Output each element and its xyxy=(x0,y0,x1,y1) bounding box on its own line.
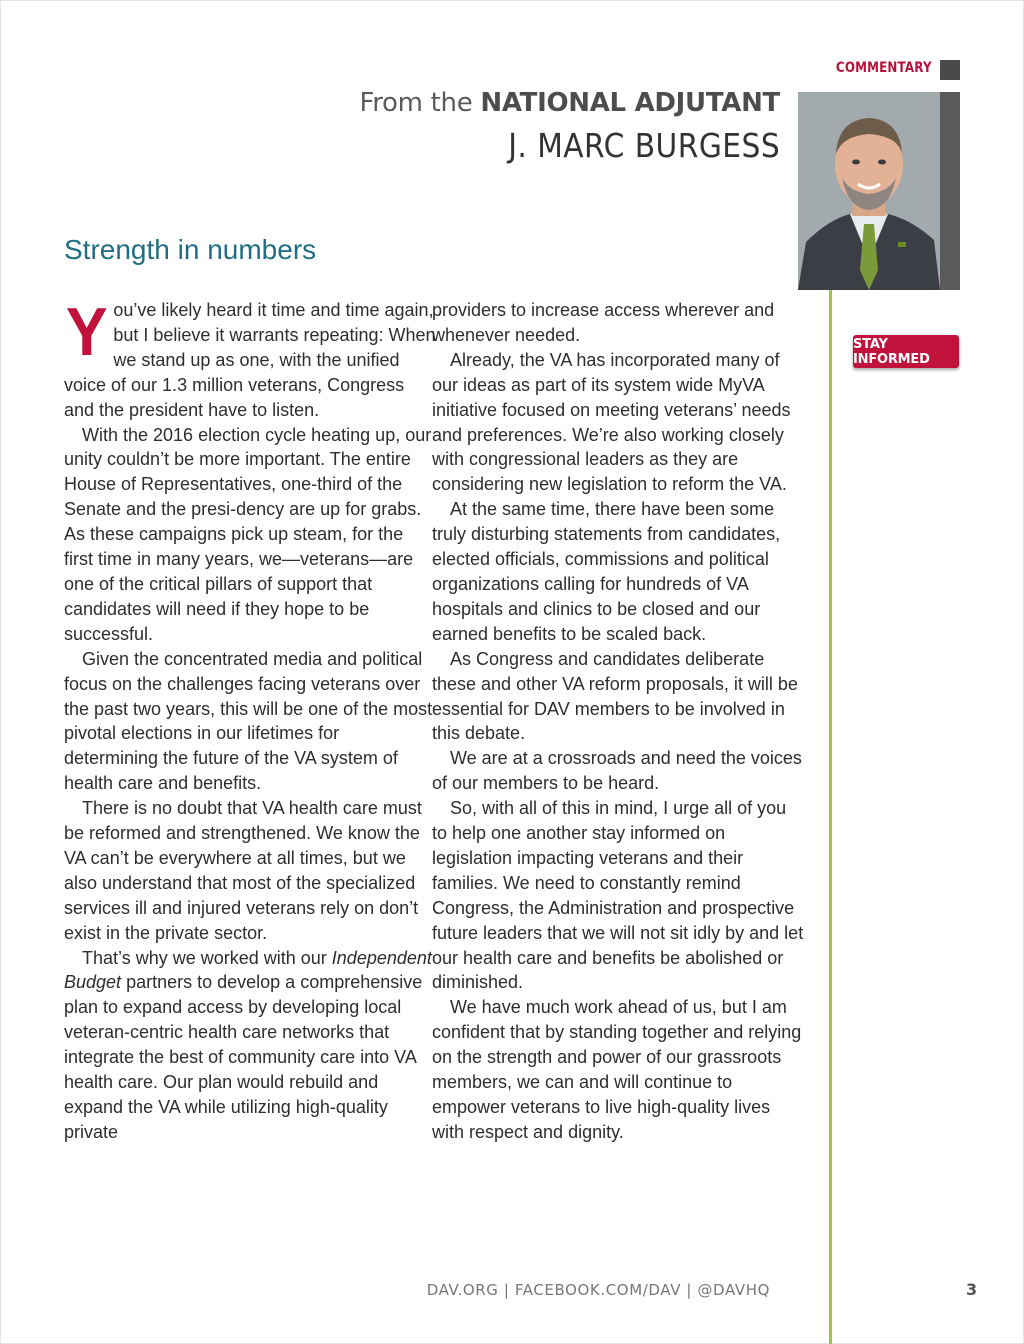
portrait-side-bar xyxy=(940,92,960,290)
author-portrait xyxy=(798,92,940,290)
author-name: J. MARC BURGESS xyxy=(508,126,780,165)
drop-cap: Y xyxy=(65,294,108,370)
paragraph: providers to increase access wherever and whenever needed. xyxy=(432,300,775,345)
publication-name: Independent Budget xyxy=(64,947,432,993)
paragraph: So, with all of this in mind, I urge all of you to help one another stay informed on legislation impacting veterans and their families. We need to constantly remind Congress, the Administration and prospective future leaders that we will not sit idly by and let our health care and benefits be abolished or diminished. xyxy=(432,798,804,993)
header-prefix: From the xyxy=(359,88,473,118)
paragraph xyxy=(64,294,436,423)
header-role: NATIONAL ADJUTANT xyxy=(480,88,780,118)
paragraph: As Congress and candidates deliberate these and other VA reform proposals, it will be essential for DAV members to be involved in this debate. xyxy=(432,648,798,744)
paragraph: Given the concentrated media and political focus on the challenges facing veterans over the past two years, this will be one of the most pivotal elections in our lifetimes for determining the future of the VA system of health care and benefits. xyxy=(64,648,433,794)
vertical-divider xyxy=(829,290,832,1344)
paragraph-text: partners to develop a comprehensive plan to expand access by developing local veteran-centric health care networks that integrate the best of community care into VA health care. Our plan would rebuild and expand the VA while utilizing high-quality private xyxy=(64,972,423,1142)
paragraph: We are at a crossroads and need the voices of our members to be heard. xyxy=(432,748,802,794)
article-title: Strength in numbers xyxy=(64,234,317,265)
article-column-left xyxy=(64,294,436,1145)
paragraph-text: That’s why we worked with our xyxy=(82,947,327,968)
paragraph: There is no doubt that VA health care must be reformed and strengthened. We know the VA can’t be everywhere at all times, but we also understand that most of the specialized services ill and injured veterans rely on don’t exist in the private sector. xyxy=(64,798,422,943)
paragraph xyxy=(64,946,436,1145)
article-column-right xyxy=(432,298,804,1145)
paragraph-text: ou’ve likely heard it time and time again, but I believe it warrants repeating: When we stand up as one, with the unified voice of our 1.3 million veterans, Congress and the president have to listen. xyxy=(64,300,436,420)
section-tag: COMMENTARY xyxy=(836,60,932,76)
footer-links[interactable]: DAV.ORG | FACEBOOK.COM/DAV | @DAVHQ xyxy=(426,1281,770,1299)
stay-informed-badge[interactable]: STAY INFORMED xyxy=(853,335,959,368)
section-tag-square xyxy=(940,60,960,80)
paragraph: We have much work ahead of us, but I am confident that by standing together and relying on the strength and power of our grassroots members, we can and will continue to empower veterans to live high-quality lives with respect and dignity. xyxy=(432,997,802,1142)
paragraph: Already, the VA has incorporated many of our ideas as part of its system wide MyVA initiative focused on meeting veterans’ needs and preferences. We’re also working closely with congressional leaders as they are considering new legislation to reform the VA. xyxy=(432,349,791,495)
portrait-illustration xyxy=(798,92,940,290)
paragraph: At the same time, there have been some truly disturbing statements from candidates, elected officials, commissions and political organizations calling for hundreds of VA hospitals and clinics to be closed and our earned benefits to be scaled back. xyxy=(432,499,781,644)
page-number: 3 xyxy=(966,1280,978,1299)
header-role-line xyxy=(359,88,780,118)
paragraph: With the 2016 election cycle heating up, our unity couldn’t be more important. The entire House of Representatives, one-third of the Senate and the presi-dency are up for grabs. As these campaigns pick up steam, for the first time in many years, we—veterans—are one of the critical pillars of support that candidates will need if they hope to be successful. xyxy=(64,424,432,644)
